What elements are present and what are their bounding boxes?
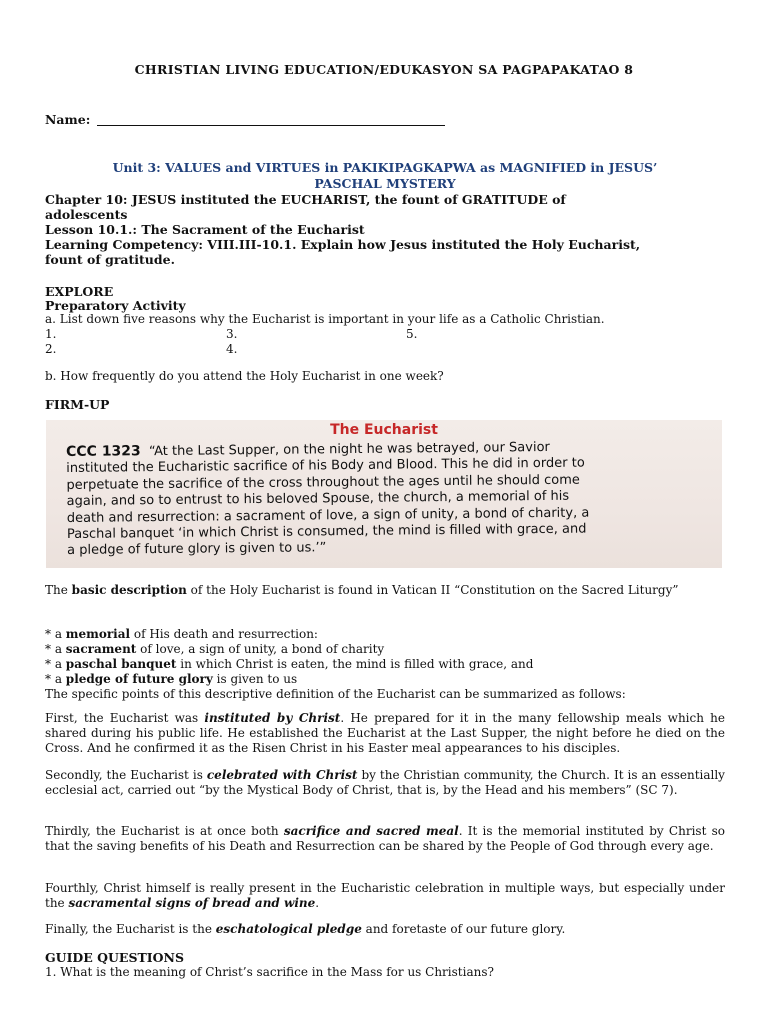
- answer-item-3: 3.: [226, 327, 238, 341]
- answer-item-2: 2.: [45, 342, 57, 356]
- second-point-paragraph: Secondly, the Eucharist is celebrated with Christ by the Christian community, the Church. It is an essentially ecclesial act, carried out “by the Mystical Body of Christ, that is, by the Head and his members” (SC 7).: [45, 768, 725, 797]
- basic-pre: The: [45, 583, 68, 597]
- eucharist-quote-image: [46, 420, 722, 568]
- question-b: b. How frequently do you attend the Holy Eucharist in one week?: [45, 369, 444, 383]
- name-field: [45, 112, 445, 127]
- quote-line-2: instituted the Eucharistic sacrifice of his Body and Blood. This he did in order to: [66, 455, 585, 477]
- chapter-block: [45, 192, 725, 267]
- quote-line-7: a pledge of future glory is given to us.’”: [67, 540, 327, 559]
- document-title: CHRISTIAN LIVING EDUCATION/EDUKASYON SA PAGPAPAKATAO 8: [134, 62, 634, 77]
- unit-heading: [60, 160, 710, 192]
- unit-line-2: PASCHAL MYSTERY: [314, 176, 456, 191]
- answer-item-4: 4.: [226, 342, 238, 356]
- explore-heading: EXPLORE: [45, 284, 114, 299]
- bullet-memorial: * a memorial of His death and resurrection:: [45, 627, 318, 641]
- answer-item-1: 1.: [45, 327, 57, 341]
- ccc-reference: CCC 1323: [66, 443, 141, 460]
- lesson-title: Lesson 10.1.: The Sacrament of the Eucharist: [45, 222, 365, 237]
- name-label: Name:: [45, 112, 91, 127]
- fifth-point-paragraph: Finally, the Eucharist is the eschatological pledge and foretaste of our future glory.: [45, 922, 566, 936]
- quote-line-4: again, and so to entrust to his beloved Spouse, the church, a memorial of his: [66, 488, 570, 510]
- third-point-paragraph: Thirdly, the Eucharist is at once both sacrifice and sacred meal. It is the memorial instituted by Christ so that the saving benefits of his Death and Resurrection can be shared by the People of God through every age.: [45, 824, 725, 853]
- quote-line-1: “At the Last Supper, on the night he was betrayed, our Savior: [148, 439, 550, 460]
- guide-questions-heading: GUIDE QUESTIONS: [45, 950, 184, 965]
- question-a: a. List down five reasons why the Eucharist is important in your life as a Catholic Christian.: [45, 312, 605, 326]
- chapter-line-2: adolescents: [45, 207, 128, 222]
- bullet-pledge: * a pledge of future glory is given to us: [45, 672, 298, 686]
- answer-item-5: 5.: [406, 327, 418, 341]
- firm-up-heading: FIRM-UP: [45, 397, 110, 412]
- quote-line-6: Paschal banquet ‘in which Christ is consumed, the mind is filled with grace, and: [66, 521, 587, 543]
- basic-post: of the Holy Eucharist is found in Vatican II “Constitution on the Sacred Liturgy”: [190, 583, 679, 597]
- figure-title: The Eucharist: [330, 422, 438, 438]
- quote-line-3: perpetuate the sacrifice of the cross throughout the ages until he should come: [66, 472, 580, 493]
- fourth-point-paragraph: Fourthly, Christ himself is really present in the Eucharistic celebration in multiple ways, but especially under the sacramental signs of bread and wine.: [45, 881, 725, 910]
- first-point-paragraph: First, the Eucharist was instituted by Christ. He prepared for it in the many fellowship meals which he shared during his public life. He established the Eucharist at the Last Supper, the night before he died on the Cross. And he confirmed it as the Risen Christ in his Easter meal appearances to his disciples.: [45, 711, 725, 755]
- figure-quote: [66, 437, 707, 560]
- competency-line-1: Learning Competency: VIII.III-10.1. Explain how Jesus instituted the Holy Eucharist,: [45, 237, 641, 252]
- basic-description-paragraph: [45, 583, 725, 598]
- name-blank-line[interactable]: [97, 113, 445, 126]
- preparatory-activity-heading: Preparatory Activity: [45, 298, 186, 313]
- definition-bullets: [45, 627, 725, 702]
- bullet-sacrament: * a sacrament of love, a sign of unity, a bond of charity: [45, 642, 385, 656]
- summary-line: The specific points of this descriptive definition of the Eucharist can be summarized as follows:: [45, 687, 626, 701]
- unit-line-1: Unit 3: VALUES and VIRTUES in PAKIKIPAGKAPWA as MAGNIFIED in JESUS’: [112, 160, 658, 175]
- quote-line-5: death and resurrection: a sacrament of love, a sign of unity, a bond of charity, a: [66, 505, 590, 526]
- competency-line-2: fount of gratitude.: [45, 252, 175, 267]
- chapter-line-1: Chapter 10: JESUS instituted the EUCHARIST, the fount of GRATITUDE of: [45, 192, 566, 207]
- bullet-paschal-banquet: * a paschal banquet in which Christ is eaten, the mind is filled with grace, and: [45, 657, 534, 671]
- basic-bold: basic description: [71, 583, 187, 597]
- guide-question-1: 1. What is the meaning of Christ’s sacrifice in the Mass for us Christians?: [45, 965, 494, 979]
